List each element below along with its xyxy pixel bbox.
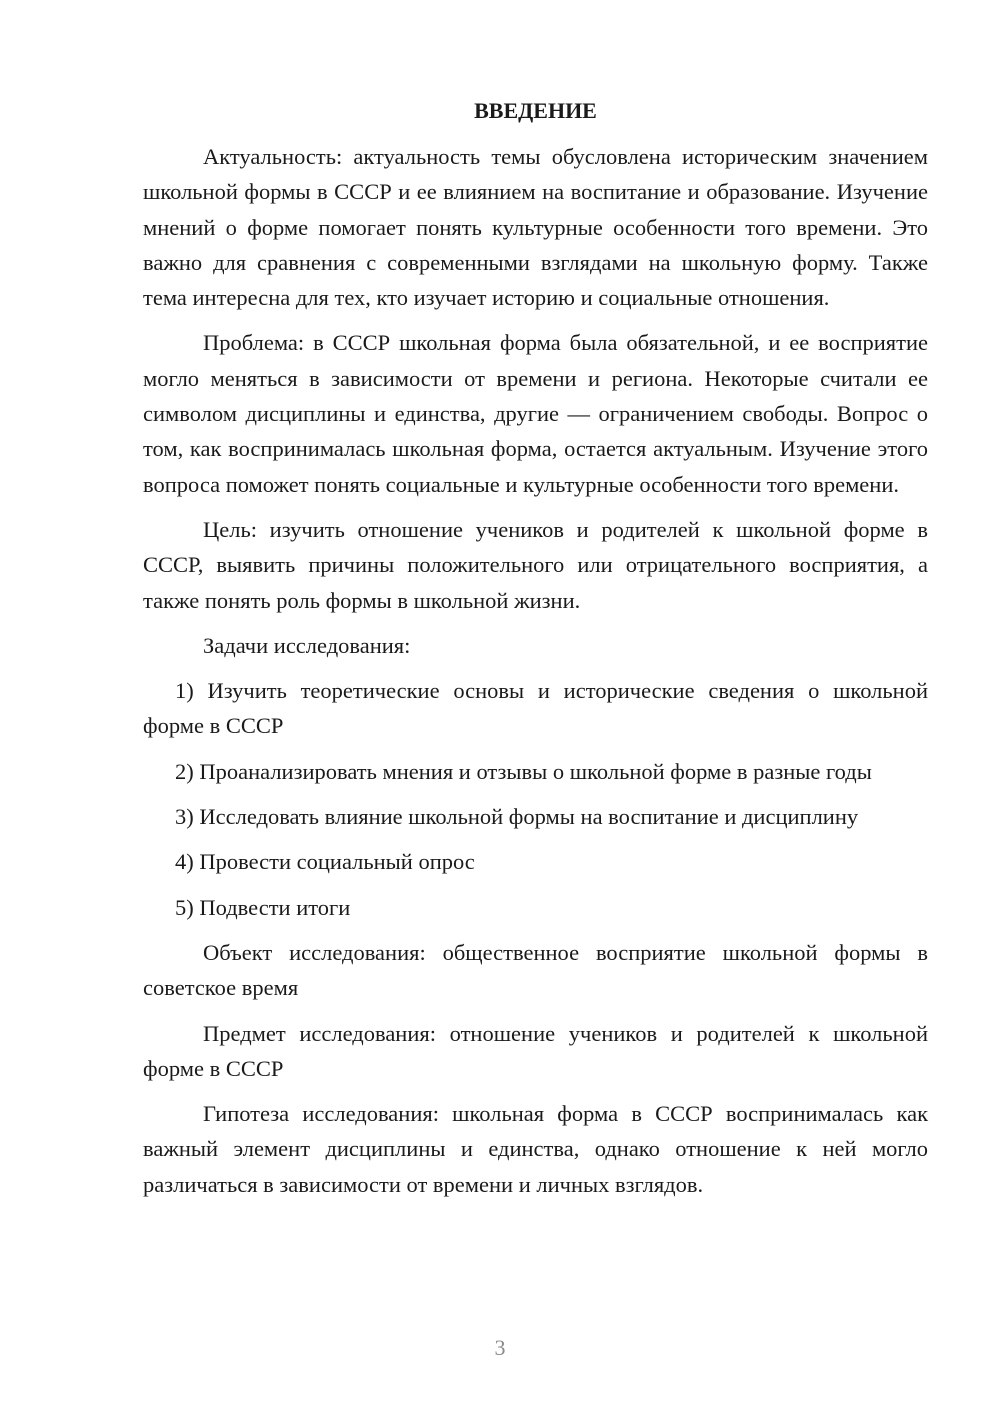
tasks-heading: Задачи исследования: bbox=[203, 632, 411, 658]
task-item: 3) Исследовать влияние школьной формы на воспитание и дисциплину bbox=[175, 804, 859, 830]
paragraph-goal: Цель: изучить отношение учеников и родителей к школьной форме в СССР, выявить причины положительного или отрицательного восприятия, а также понять роль формы в школьной жизни. bbox=[143, 516, 928, 613]
page-number: 3 bbox=[494, 1335, 506, 1360]
task-item: 4) Провести социальный опрос bbox=[175, 849, 475, 875]
paragraph-subject: Предмет исследования: отношение учеников и родителей к школьной форме в СССР bbox=[143, 1020, 928, 1081]
paragraph-relevance: Актуальность: актуальность темы обусловлена историческим значением школьной формы в СССР и ее влиянием на воспитание и образование. Изучение мнений о форме помогает понять культурные особенности того времени. Это важно для сравнения с современными взглядами на школьную форму. Также тема интересна для тех, кто изучает историю и социальные отношения. bbox=[143, 144, 928, 311]
paragraph-hypothesis: Гипотеза исследования: школьная форма в СССР воспринималась как важный элемент дисциплины и единства, однако отношение к ней могло различаться в зависимости от времени и личных взглядов. bbox=[143, 1101, 928, 1197]
task-item: 5) Подвести итоги bbox=[175, 894, 351, 920]
paragraph-problem: Проблема: в СССР школьная форма была обязательной, и ее восприятие могло меняться в зависимости от времени и региона. Некоторые считали ее символом дисциплины и единства, другие — ограничением свободы. Вопрос о том, как воспринималась школьная форма, остается актуальным. Изучение этого вопроса поможет понять социальные и культурные особенности того времени. bbox=[143, 330, 928, 497]
document-page bbox=[143, 96, 928, 1212]
page-title: ВВЕДЕНИЕ bbox=[474, 98, 597, 123]
task-item: 1) Изучить теоретические основы и исторические сведения о школьной форме в СССР bbox=[143, 678, 928, 739]
paragraph-object: Объект исследования: общественное восприятие школьной формы в советское время bbox=[143, 939, 928, 1001]
task-item: 2) Проанализировать мнения и отзывы о школьной форме в разные годы bbox=[175, 758, 872, 784]
